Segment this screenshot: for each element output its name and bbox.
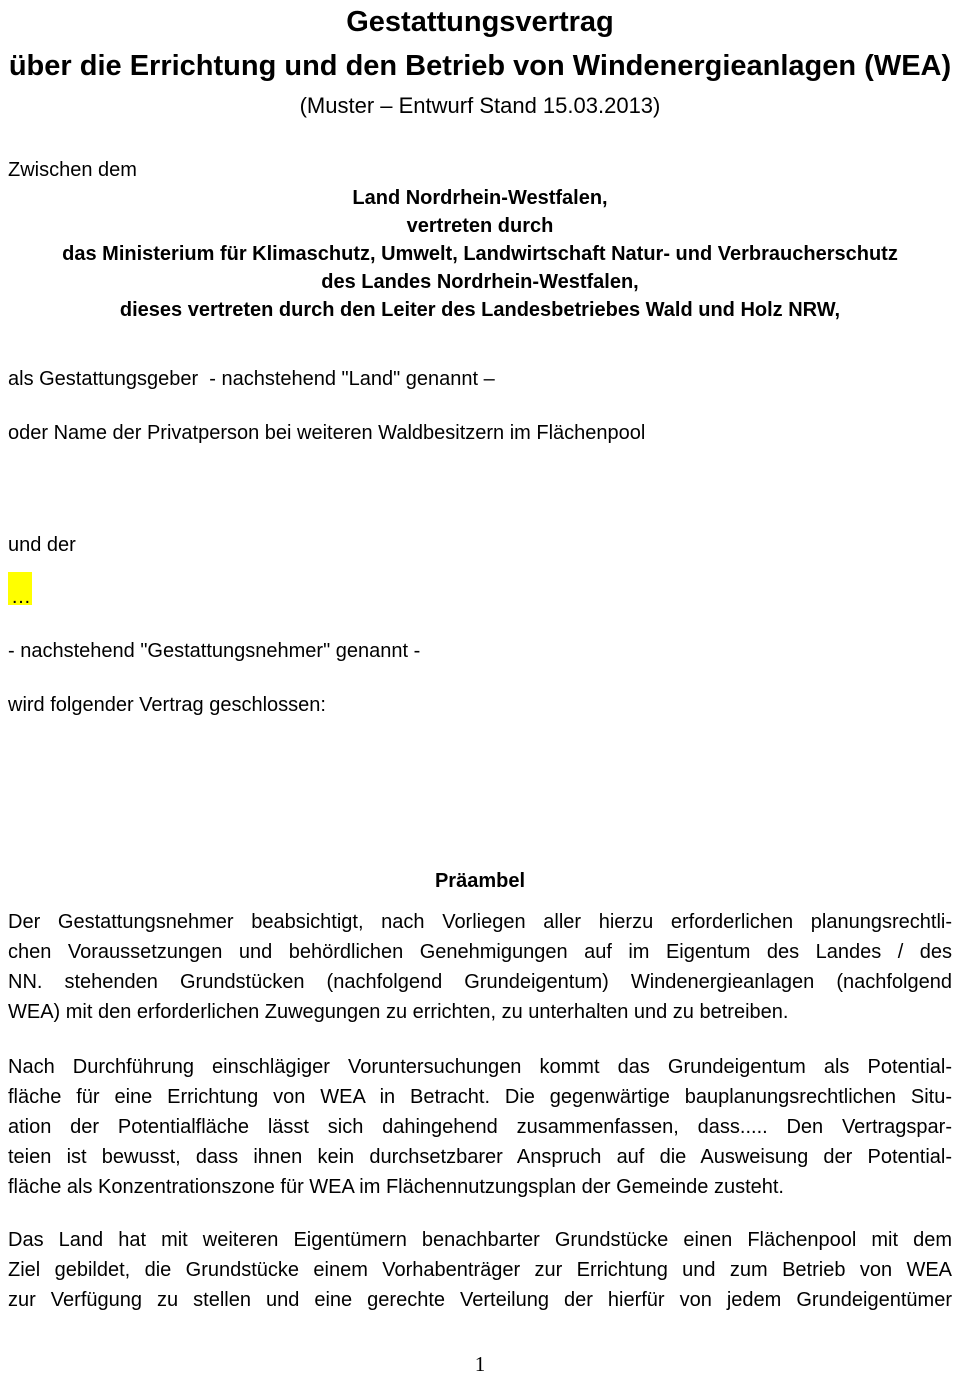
grantor-block [8,184,952,324]
grantee-placeholder [8,572,952,608]
paragraph-line: fläche für eine Errichtung von WEA in Betracht. Die gegenwärtige bauplanungsrechtlichen Situ- [8,1086,952,1108]
paragraph-line: Nach Durchführung einschlägiger Voruntersuchungen kommt das Grundeigentum als Potential- [8,1056,952,1078]
intro-zwischen: Zwischen dem [8,159,137,181]
paragraph-line: fläche als Konzentrationszone für WEA im Flächennutzungsplan der Gemeinde zusteht. [8,1176,784,1198]
paragraph-line: Der Gestattungsnehmer beabsichtigt, nach Vorliegen aller hierzu erforderlichen planungsrechtli- [8,911,952,933]
pool-alternative-note: oder Name der Privatperson bei weiteren Waldbesitzern im Flächenpool [8,422,646,444]
preamble-heading: Präambel [434,870,526,892]
paragraph-line: chen Voraussetzungen und behördlichen Genehmigungen auf im Eigentum des Landes / des [8,941,952,963]
paragraph-line: Ziel gebildet, die Grundstücke einem Vorhabenträger zur Errichtung und zum Betrieb von WEA [8,1259,952,1281]
preamble-paragraph-1 [8,907,952,1027]
grantor-leiter-line: dieses vertreten durch den Leiter des Landesbetriebes Wald und Holz NRW, [119,299,841,321]
doc-subtitle: (Muster – Entwurf Stand 15.03.2013) [299,93,661,118]
preamble-paragraph-2 [8,1052,952,1202]
paragraph-line: ation der Potentialfläche lässt sich dahingehend zusammenfassen, dass..... Den Vertragspar- [8,1116,952,1138]
paragraph-line: zur Verfügung zu stellen und eine gerechte Verteilung der hierfür von jedem Grundeigentümer [8,1289,952,1311]
grantor-name-line: Land Nordrhein-Westfalen, [352,187,608,209]
grantor-vertreten-line: vertreten durch [406,215,554,237]
paragraph-line: NN. stehenden Grundstücken (nachfolgend Grundeigentum) Windenergieanlagen (nachfolgend [8,971,952,993]
ellipsis-placeholder: … [11,586,31,608]
doc-title [8,0,952,88]
contract-closing-line: wird folgender Vertrag geschlossen: [8,694,326,716]
doc-title-line1: Gestattungsvertrag [346,6,614,38]
grantor-land-line: des Landes Nordrhein-Westfalen, [321,271,639,293]
preamble-paragraph-3 [8,1225,952,1315]
grantor-ministry-line: das Ministerium für Klimaschutz, Umwelt, Landwirtschaft Natur- und Verbraucherschutz [62,243,898,265]
doc-title-line2: über die Errichtung und den Betrieb von Windenergieanlagen (WEA) [8,50,952,82]
connector-und-der: und der [8,534,76,556]
paragraph-line: teien ist bewusst, dass ihnen kein durchsetzbarer Anspruch auf die Ausweisung der Potential- [8,1146,952,1168]
page-number: 1 [474,1352,486,1376]
paragraph-line: WEA) mit den erforderlichen Zuwegungen zu errichten, zu unterhalten und zu betreiben. [8,1001,789,1023]
yellow-highlight [8,572,32,608]
grantee-designation: - nachstehend "Gestattungsnehmer" genannt - [8,640,421,662]
grantor-designation: als Gestattungsgeber - nachstehend "Land" genannt – [8,368,495,390]
paragraph-line: Das Land hat mit weiteren Eigentümern benachbarter Grundstücke einen Flächenpool mit dem [8,1229,952,1251]
